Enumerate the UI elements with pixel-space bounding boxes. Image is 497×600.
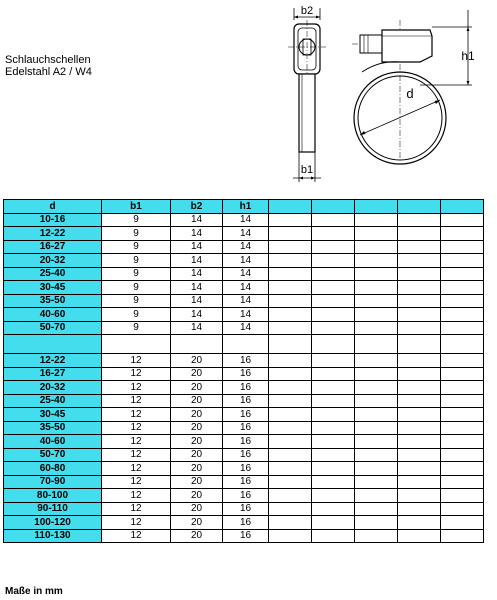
table-row	[4, 281, 484, 295]
cell-empty	[441, 462, 484, 476]
cell-empty	[269, 394, 312, 408]
cell-d: 100-120	[4, 516, 102, 530]
table-row-gap	[4, 335, 484, 354]
header-empty	[312, 200, 355, 214]
cell-empty	[312, 435, 355, 449]
cell-empty	[355, 354, 398, 368]
cell-empty	[355, 381, 398, 395]
cell-empty	[269, 281, 312, 295]
cell-b1: 12	[102, 502, 171, 516]
cell-empty	[269, 435, 312, 449]
cell-b1: 12	[102, 381, 171, 395]
cell-empty	[441, 394, 484, 408]
table-row	[4, 529, 484, 543]
table-row	[4, 489, 484, 503]
cell-d: 25-40	[4, 394, 102, 408]
cell-empty	[269, 213, 312, 227]
table-header-row	[4, 200, 484, 214]
cell-empty	[312, 408, 355, 422]
cell-empty	[398, 281, 441, 295]
cell-empty	[312, 227, 355, 241]
header-h1: h1	[223, 200, 269, 214]
cell-b1: 12	[102, 435, 171, 449]
cell-empty	[441, 227, 484, 241]
cell-empty	[398, 502, 441, 516]
cell-empty	[441, 516, 484, 530]
table-row	[4, 213, 484, 227]
cell-b2: 20	[171, 529, 223, 543]
cell-d: 35-50	[4, 421, 102, 435]
cell-b1: 12	[102, 475, 171, 489]
cell-b1: 9	[102, 267, 171, 281]
cell-empty	[398, 308, 441, 322]
cell-d: 12-22	[4, 354, 102, 368]
cell-empty	[441, 529, 484, 543]
cell-empty	[355, 308, 398, 322]
cell-empty	[269, 462, 312, 476]
cell-empty	[355, 294, 398, 308]
cell-d: 20-32	[4, 254, 102, 268]
title-line-2: Edelstahl A2 / W4	[5, 66, 92, 78]
cell-d: 30-45	[4, 408, 102, 422]
cell-empty	[269, 267, 312, 281]
cell-b2: 20	[171, 502, 223, 516]
cell-b1: 12	[102, 489, 171, 503]
header-b2: b2	[171, 200, 223, 214]
cell-empty	[269, 294, 312, 308]
cell-empty	[269, 448, 312, 462]
dimensions-table	[3, 199, 484, 543]
cell-b2: 20	[171, 462, 223, 476]
header-b1: b1	[102, 200, 171, 214]
cell-d: 70-90	[4, 475, 102, 489]
table-row	[4, 408, 484, 422]
header-empty	[355, 200, 398, 214]
cell-empty	[398, 367, 441, 381]
table-row	[4, 502, 484, 516]
cell-empty	[312, 240, 355, 254]
cell-empty	[441, 489, 484, 503]
cell-b1: 9	[102, 227, 171, 241]
cell-b1: 12	[102, 448, 171, 462]
cell-empty	[355, 227, 398, 241]
table-row	[4, 394, 484, 408]
cell-empty	[355, 516, 398, 530]
cell-b2: 20	[171, 354, 223, 368]
h1-label: h1	[461, 49, 475, 63]
table-group-2	[4, 354, 484, 543]
cell-b2: 20	[171, 408, 223, 422]
cell-empty	[398, 240, 441, 254]
cell-h1: 16	[223, 381, 269, 395]
cell-empty	[355, 489, 398, 503]
b1-label: b1	[300, 164, 314, 176]
cell-b2: 14	[171, 294, 223, 308]
cell-empty	[398, 254, 441, 268]
cell-empty	[355, 321, 398, 335]
cell-b2: 14	[171, 254, 223, 268]
cell-h1: 16	[223, 462, 269, 476]
cell-b2: 14	[171, 267, 223, 281]
cell-empty	[441, 254, 484, 268]
cell-empty	[398, 267, 441, 281]
cell-empty	[312, 421, 355, 435]
cell-b1: 9	[102, 281, 171, 295]
cell-empty	[398, 408, 441, 422]
cell-empty	[398, 421, 441, 435]
cell-d: 110-130	[4, 529, 102, 543]
cell-empty	[269, 354, 312, 368]
cell-empty	[355, 421, 398, 435]
cell-b1: 9	[102, 240, 171, 254]
table-row	[4, 354, 484, 368]
cell-d: 25-40	[4, 267, 102, 281]
cell-empty	[441, 267, 484, 281]
table-row	[4, 267, 484, 281]
cell-empty	[269, 502, 312, 516]
cell-h1: 16	[223, 529, 269, 543]
units-note: Maße in mm	[5, 586, 63, 597]
cell-empty	[355, 213, 398, 227]
cell-empty	[398, 354, 441, 368]
table-row	[4, 448, 484, 462]
cell-empty	[441, 281, 484, 295]
cell-empty	[398, 213, 441, 227]
cell-empty	[312, 502, 355, 516]
cell-d: 90-110	[4, 502, 102, 516]
cell-d: 10-16	[4, 213, 102, 227]
cell-h1: 14	[223, 321, 269, 335]
cell-empty	[441, 240, 484, 254]
cell-empty	[398, 462, 441, 476]
cell-b2: 20	[171, 367, 223, 381]
product-title	[5, 54, 92, 78]
cell-h1: 16	[223, 502, 269, 516]
cell-d: 60-80	[4, 462, 102, 476]
cell-b2: 20	[171, 394, 223, 408]
cell-empty	[355, 448, 398, 462]
table-row	[4, 462, 484, 476]
cell-empty	[355, 267, 398, 281]
cell-empty	[441, 354, 484, 368]
cell-h1: 16	[223, 475, 269, 489]
cell-empty	[355, 394, 398, 408]
cell-empty	[441, 435, 484, 449]
cell-empty	[355, 254, 398, 268]
cell-b2: 14	[171, 240, 223, 254]
cell-d: 16-27	[4, 367, 102, 381]
cell-empty	[441, 308, 484, 322]
cell-b1: 12	[102, 421, 171, 435]
cell-empty	[312, 254, 355, 268]
cell-empty	[269, 408, 312, 422]
header-d: d	[4, 200, 102, 214]
table-row	[4, 308, 484, 322]
table-row	[4, 240, 484, 254]
cell-empty	[312, 267, 355, 281]
cell-h1: 14	[223, 227, 269, 241]
cell-empty	[312, 308, 355, 322]
cell-empty	[312, 516, 355, 530]
cell-empty	[269, 321, 312, 335]
cell-empty	[441, 475, 484, 489]
cell-h1: 14	[223, 213, 269, 227]
cell-h1: 14	[223, 281, 269, 295]
table-gap	[4, 335, 484, 354]
cell-b2: 20	[171, 435, 223, 449]
header-empty	[398, 200, 441, 214]
cell-empty	[355, 462, 398, 476]
cell-empty	[398, 227, 441, 241]
cell-b1: 12	[102, 408, 171, 422]
cell-b1: 12	[102, 367, 171, 381]
cell-empty	[312, 281, 355, 295]
title-line-1: Schlauchschellen	[5, 54, 91, 66]
cell-d: 50-70	[4, 321, 102, 335]
cell-b1: 9	[102, 321, 171, 335]
cell-h1: 14	[223, 294, 269, 308]
cell-b1: 9	[102, 294, 171, 308]
cell-b2: 20	[171, 475, 223, 489]
cell-b2: 14	[171, 308, 223, 322]
table-row	[4, 435, 484, 449]
table-row	[4, 254, 484, 268]
cell-empty	[398, 529, 441, 543]
cell-d: 20-32	[4, 381, 102, 395]
cell-empty	[441, 381, 484, 395]
cell-empty	[312, 213, 355, 227]
cell-b2: 14	[171, 321, 223, 335]
cell-empty	[312, 475, 355, 489]
cell-empty	[312, 394, 355, 408]
cell-empty	[355, 502, 398, 516]
cell-empty	[312, 462, 355, 476]
table-row	[4, 421, 484, 435]
cell-empty	[441, 448, 484, 462]
cell-empty	[355, 408, 398, 422]
cell-empty	[269, 529, 312, 543]
cell-h1: 16	[223, 367, 269, 381]
table-row	[4, 227, 484, 241]
cell-b1: 12	[102, 462, 171, 476]
cell-empty	[441, 367, 484, 381]
cell-d: 12-22	[4, 227, 102, 241]
cell-empty	[398, 394, 441, 408]
cell-empty	[441, 421, 484, 435]
cell-h1: 16	[223, 435, 269, 449]
cell-empty	[398, 475, 441, 489]
cell-empty	[398, 435, 441, 449]
cell-h1: 16	[223, 448, 269, 462]
table-row	[4, 381, 484, 395]
cell-empty	[398, 448, 441, 462]
table-row	[4, 367, 484, 381]
cell-empty	[398, 516, 441, 530]
cell-empty	[398, 321, 441, 335]
cell-empty	[441, 502, 484, 516]
cell-empty	[441, 321, 484, 335]
cell-d: 40-60	[4, 435, 102, 449]
cell-h1: 16	[223, 354, 269, 368]
cell-b1: 9	[102, 254, 171, 268]
cell-d: 16-27	[4, 240, 102, 254]
b2-label: b2	[300, 5, 314, 17]
d-label: d	[406, 86, 414, 101]
cell-empty	[441, 213, 484, 227]
cell-empty	[441, 294, 484, 308]
cell-empty	[269, 254, 312, 268]
cell-empty	[269, 308, 312, 322]
cell-empty	[355, 367, 398, 381]
cell-empty	[398, 489, 441, 503]
cell-empty	[312, 294, 355, 308]
cell-h1: 14	[223, 240, 269, 254]
cell-empty	[312, 354, 355, 368]
cell-empty	[269, 489, 312, 503]
cell-b1: 12	[102, 516, 171, 530]
cell-d: 30-45	[4, 281, 102, 295]
cell-empty	[398, 294, 441, 308]
table-row	[4, 516, 484, 530]
header-empty	[269, 200, 312, 214]
cell-empty	[355, 435, 398, 449]
cell-b1: 12	[102, 394, 171, 408]
cell-b1: 9	[102, 213, 171, 227]
cell-h1: 16	[223, 489, 269, 503]
cell-empty	[269, 421, 312, 435]
cell-empty	[441, 408, 484, 422]
cell-d: 40-60	[4, 308, 102, 322]
table-row	[4, 321, 484, 335]
table-group-1	[4, 213, 484, 335]
cell-b2: 20	[171, 489, 223, 503]
cell-b2: 20	[171, 381, 223, 395]
cell-h1: 16	[223, 421, 269, 435]
cell-empty	[355, 281, 398, 295]
cell-empty	[312, 529, 355, 543]
cell-d: 80-100	[4, 489, 102, 503]
cell-b2: 20	[171, 421, 223, 435]
header-empty	[441, 200, 484, 214]
cell-empty	[355, 475, 398, 489]
cell-empty	[269, 516, 312, 530]
table-row	[4, 294, 484, 308]
table-row	[4, 475, 484, 489]
cell-empty	[312, 448, 355, 462]
cell-b2: 14	[171, 227, 223, 241]
cell-empty	[269, 475, 312, 489]
cell-empty	[312, 381, 355, 395]
cell-b2: 14	[171, 213, 223, 227]
cell-empty	[398, 381, 441, 395]
cell-h1: 14	[223, 254, 269, 268]
cell-h1: 14	[223, 308, 269, 322]
cell-empty	[355, 529, 398, 543]
cell-b2: 20	[171, 448, 223, 462]
cell-h1: 14	[223, 267, 269, 281]
cell-empty	[269, 367, 312, 381]
cell-b2: 20	[171, 516, 223, 530]
hose-clamp-technical-drawing	[280, 0, 480, 185]
cell-b2: 14	[171, 281, 223, 295]
cell-d: 35-50	[4, 294, 102, 308]
cell-b1: 12	[102, 354, 171, 368]
cell-empty	[269, 381, 312, 395]
cell-h1: 16	[223, 408, 269, 422]
cell-empty	[269, 240, 312, 254]
cell-empty	[312, 321, 355, 335]
cell-empty	[312, 489, 355, 503]
cell-h1: 16	[223, 394, 269, 408]
cell-empty	[269, 227, 312, 241]
cell-empty	[312, 367, 355, 381]
cell-d: 50-70	[4, 448, 102, 462]
cell-b1: 9	[102, 308, 171, 322]
cell-b1: 12	[102, 529, 171, 543]
cell-h1: 16	[223, 516, 269, 530]
cell-empty	[355, 240, 398, 254]
